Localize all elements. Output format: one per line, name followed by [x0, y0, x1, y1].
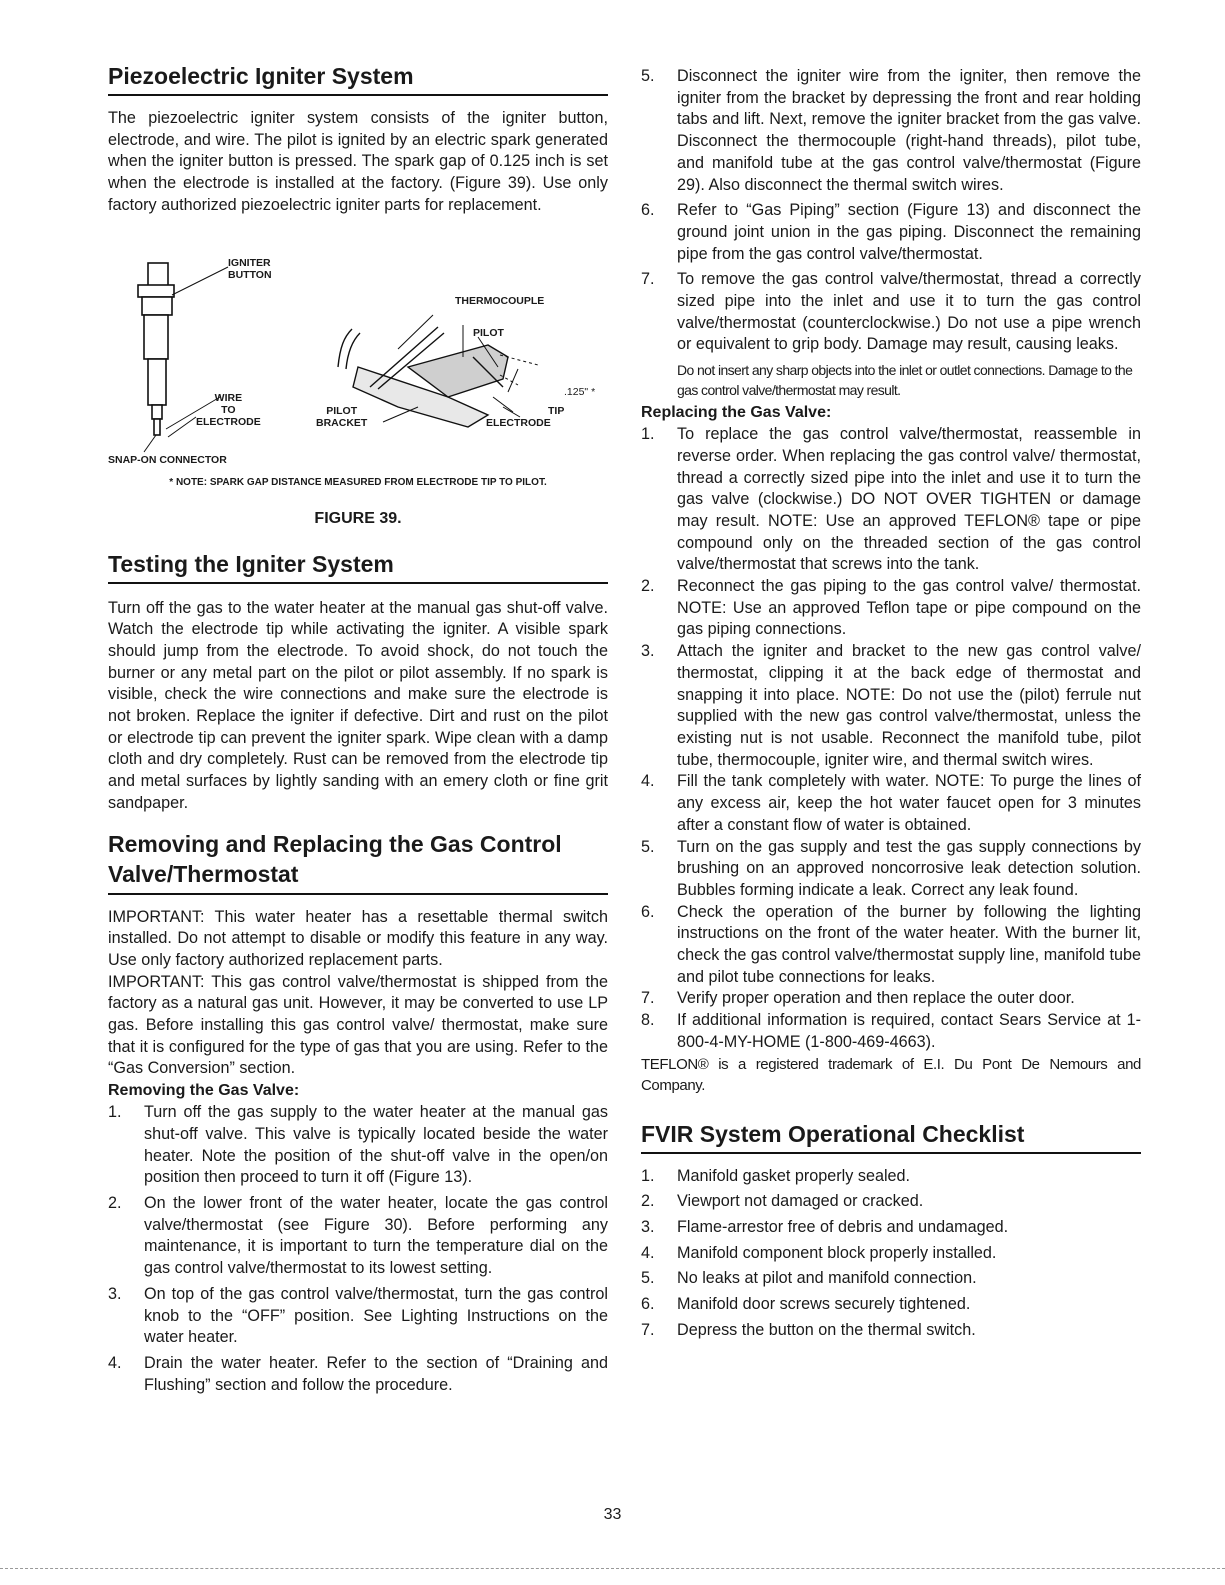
list-item: 5. Disconnect the igniter wire from the igniter, then remove the igniter from the bracket by depressing the front and rear holding tabs and lift. Next, remove the igniter bracket from the gas valve. Disconnect the thermocouple (right-hand threads), pilot tube, and manifold tube at the gas control valve/thermostat (Figure 29). Also disconnect the thermal switch wires.: [641, 67, 1141, 194]
label-thermocouple: THERMOCOUPLE: [455, 294, 545, 307]
list-item: 2. Reconnect the gas piping to the gas control valve/ thermostat. NOTE: Use an approved Teflon tape or pipe compound on the gas piping connections.: [641, 577, 1141, 639]
igniter-button-icon: [138, 263, 174, 435]
figure-39-diagram: [108, 257, 608, 469]
list-item: 3. On top of the gas control valve/thermostat, turn the gas control knob to the “OFF” position. See Lighting Instructions on the water heater.: [108, 1284, 608, 1347]
list-item: 7. To remove the gas control valve/thermostat, thread a correctly sized pipe into the inlet and use it to turn the gas control valve/thermostat (counterclockwise.) Do not use a pipe wrench or equivalent to grip body. Damage may result, causing leaks.: [641, 270, 1141, 354]
label-igniter-button: IGNITER BUTTON: [228, 256, 272, 281]
removing-steps-list: [108, 1102, 608, 1396]
list-item: 4. Fill the tank completely with water. NOTE: To purge the lines of any excess air, keep the hot water faucet open for 3 minutes after a constant flow of water is obtained.: [641, 772, 1141, 834]
label-pilot-bracket: PILOT BRACKET: [316, 404, 368, 429]
list-item: 5. Turn on the gas supply and test the gas supply connections by brushing on an approved noncorrosive leak detection solution. Bubbles forming indicate a leak. Correct any leak found.: [641, 837, 1141, 899]
label-snap-on-connector: SNAP-ON CONNECTOR: [108, 453, 227, 466]
important-1: IMPORTANT: This water heater has a resettable thermal switch installed. Do not attempt to disable or modify this feature in any way. Use only factory authorized replacement parts.: [108, 907, 608, 969]
label-gap: .125" *: [564, 385, 596, 398]
list-item: 7. Verify proper operation and then replace the outer door.: [641, 989, 1075, 1008]
list-item: 6. Check the operation of the burner by following the lighting instructions on the front of the water heater. With the burner lit, check the gas control valve/thermostat supply line, manifold tube and pilot tube connections for leaks.: [641, 902, 1141, 986]
removing-subheading: Removing the Gas Valve:: [108, 1082, 300, 1100]
igniter-diagram-svg: [108, 257, 608, 469]
list-item: 7. Depress the button on the thermal switch.: [641, 1320, 976, 1339]
list-item: 2. On the lower front of the water heater, locate the gas control valve/thermostat (see Figure 30). Before performing any maintenance, it is important to turn the temperature dial on the gas control valve/thermostat to its lowest setting.: [108, 1193, 608, 1278]
list-item: 4. Drain the water heater. Refer to the section of “Draining and Flushing” section and follow the procedure.: [108, 1353, 608, 1394]
figure-note: * NOTE: SPARK GAP DISTANCE MEASURED FROM ELECTRODE TIP TO PILOT.: [169, 476, 547, 488]
testing-paragraph: Turn off the gas to the water heater at the manual gas shut-off valve. Watch the electrode tip while activating the igniter. A visible spark should jump from the electrode. To avoid shock, do not touch the burner or any metal part on the pilot or pilot assembly. If no spark is visible, check the wire connections and make sure the electrode is not broken. Replace the igniter if defective. Dirt and rust on the pilot or electrode tip can prevent the igniter spark. Wipe clean with a damp cloth and dry completely. Rust can be removed from the electrode tip and metal surfaces by lightly sanding with an emery cloth or fine grit sandpaper.: [108, 598, 608, 812]
label-wire-to-electrode: WIRE TO ELECTRODE: [196, 391, 261, 428]
list-item: 2. Viewport not damaged or cracked.: [641, 1192, 924, 1211]
teflon-trademark-note: TEFLON® is a registered trademark of E.I. Du Pont De Nemours and Company.: [641, 1055, 1141, 1094]
label-pilot-top: PILOT: [473, 326, 504, 339]
fvir-heading: FVIR System Operational Checklist: [641, 1120, 1141, 1154]
list-item: 8. If additional information is required, contact Sears Service at 1-800-4-MY-HOME (1-800-469-4663).: [641, 1011, 1141, 1051]
removing-steps-continued: [641, 66, 1141, 356]
right-column: [641, 66, 1141, 1341]
list-item: 6. Refer to “Gas Piping” section (Figure 13) and disconnect the ground joint union in the gas piping. Disconnect the remaining pipe from the gas control valve/thermostat.: [641, 201, 1141, 263]
fvir-checklist: [641, 1166, 1141, 1342]
list-item: 3. Flame-arrestor free of debris and undamaged.: [641, 1217, 1009, 1236]
page-bottom-rule: [0, 1568, 1225, 1569]
list-item: 1. Manifold gasket properly sealed.: [641, 1166, 911, 1185]
left-column: [108, 62, 608, 1396]
page-number: 33: [603, 1506, 622, 1523]
list-item: 1. Turn off the gas supply to the water heater at the manual gas shut-off valve. This valve is typically located beside the water heater. Note the position of the shut-off valve in the open/on position then proceed to turn it off (Figure 13).: [108, 1103, 608, 1187]
important-2: IMPORTANT: This gas control valve/thermostat is shipped from the factory as a natural gas unit. However, it may be converted to use LP gas. Before installing this gas control valve/ thermostat, make sure that it is configured for the type of gas that you are using. Refer to the “Gas Conversion” section.: [108, 972, 608, 1078]
list-item: 5. No leaks at pilot and manifold connection.: [641, 1269, 977, 1288]
list-item: 4. Manifold component block properly installed.: [641, 1243, 997, 1262]
label-electrode: ELECTRODE: [486, 416, 551, 429]
figure-caption: FIGURE 39.: [314, 509, 402, 527]
list-item: 3. Attach the igniter and bracket to the new gas control valve/ thermostat, clipping it at the back edge of thermostat and snapping it into place. NOTE: Do not use the (pilot) ferrule nut supplied with the new gas control valve/thermostat, unless the existing nut is not usable. Reconnect the manifold tube, pilot tube, thermocouple, igniter wire, and thermal switch wires.: [641, 642, 1141, 769]
removing-heading: Removing and Replacing the Gas Control Valve/Thermostat: [108, 829, 608, 895]
caution-note: Do not insert any sharp objects into the inlet or outlet connections. Damage to the gas control valve/thermostat may result.: [677, 362, 1133, 399]
list-item: 6. Manifold door screws securely tightened.: [641, 1295, 971, 1314]
replacing-subheading: Replacing the Gas Valve:: [641, 404, 832, 422]
label-tip: TIP: [548, 404, 565, 417]
piezo-paragraph: The piezoelectric igniter system consists of the igniter button, electrode, and wire. The pilot is ignited by an electric spark generated when the igniter button is pressed. The spark gap of 0.125 inch is set when the electrode is installed at the factory. (Figure 39). Use only factory authorized piezoelectric igniter parts for replacement.: [108, 109, 608, 214]
piezo-heading: Piezoelectric Igniter System: [108, 62, 608, 96]
replacing-steps-list: [641, 424, 1141, 1053]
testing-heading: Testing the Igniter System: [108, 550, 608, 584]
list-item: 1. To replace the gas control valve/thermostat, reassemble in reverse order. When replacing the gas control valve/ thermostat, thread a correctly sized pipe into the inlet and use it to turn the gas valve (clockwise.) DO NOT OVER TIGHTEN or damage may result. NOTE: Use an approved TEFLON® tape or pipe compound only on the threaded section of the gas control valve/thermostat that screws into the tank.: [641, 425, 1141, 574]
